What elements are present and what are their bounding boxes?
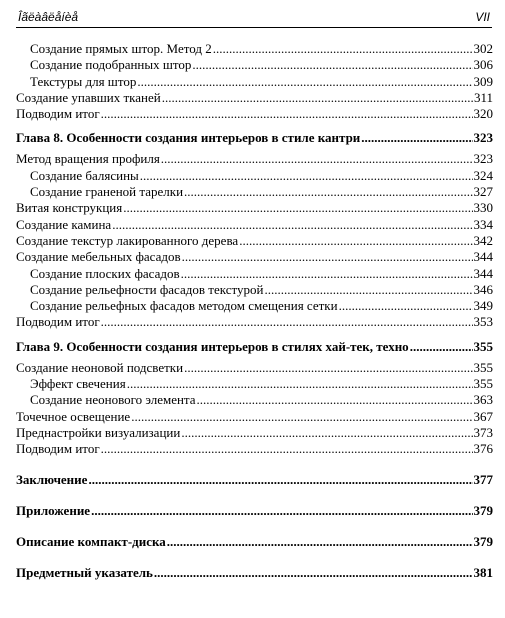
toc-entry[interactable] <box>16 360 493 376</box>
toc-entry-page: 379 <box>473 502 493 518</box>
toc-entry[interactable] <box>16 217 493 233</box>
toc-entry-page: 327 <box>473 184 493 200</box>
toc-entry-page: 355 <box>473 376 493 392</box>
toc-entry-title: Создание текстур лакированного дерева <box>16 232 239 248</box>
toc-entry-title: Создание граненой тарелки <box>30 184 184 200</box>
toc-entry-title: Подводим итог <box>16 106 100 122</box>
dot-leader <box>91 501 472 520</box>
dot-leader <box>101 314 473 330</box>
toc-entry-page: 344 <box>473 265 493 281</box>
dot-leader <box>361 128 472 147</box>
dot-leader <box>101 106 473 122</box>
toc-subentry[interactable] <box>16 74 493 90</box>
toc-entry-page: 330 <box>473 200 493 216</box>
toc-entry-page: 355 <box>473 338 493 354</box>
dot-leader <box>213 41 473 57</box>
dot-leader <box>339 298 473 314</box>
toc-entry-title: Предметный указатель <box>16 564 153 580</box>
dot-leader <box>154 563 473 582</box>
toc-entry-title: Создание камина <box>16 216 112 232</box>
toc-entry-title: Точечное освещение <box>16 408 131 424</box>
toc-entry-page: 355 <box>473 359 493 375</box>
toc-entry-page: 334 <box>473 216 493 232</box>
toc-entry-title: Витая конструкция <box>16 200 123 216</box>
toc-subentry[interactable] <box>16 168 493 184</box>
dot-leader <box>184 360 472 376</box>
dot-leader <box>101 441 473 457</box>
toc-entry-title: Создание мебельных фасадов <box>16 249 181 265</box>
toc-entry-title: Преднастройки визуализации <box>16 424 181 440</box>
toc-entry-page: 376 <box>473 441 493 457</box>
toc-entry-page: 367 <box>473 408 493 424</box>
chapter-heading[interactable] <box>16 128 493 147</box>
toc-entry-title: Метод вращения профиля <box>16 151 160 167</box>
toc-entry-page: 324 <box>473 167 493 183</box>
toc-entry-title: Эффект свечения <box>30 376 126 392</box>
toc-entry-page: 349 <box>473 298 493 314</box>
dot-leader <box>161 151 473 167</box>
dot-leader <box>127 376 473 392</box>
dot-leader <box>112 217 472 233</box>
dot-leader <box>131 409 472 425</box>
table-of-contents <box>16 41 493 582</box>
toc-entry-title: Создание балясины <box>30 167 139 183</box>
toc-entry-title: Создание прямых штор. Метод 2 <box>30 41 212 56</box>
dot-leader <box>88 470 472 489</box>
toc-entry-page: 311 <box>473 89 493 105</box>
toc-entry-page: 309 <box>473 73 493 89</box>
toc-subentry[interactable] <box>16 282 493 298</box>
toc-entry-page: 302 <box>473 41 493 56</box>
dot-leader <box>264 282 472 298</box>
toc-entry-page: 320 <box>473 106 493 122</box>
dot-leader <box>184 184 472 200</box>
toc-entry-title: Глава 8. Особенности создания интерьеров в стиле кантри <box>16 130 361 146</box>
page-number: VII <box>475 10 490 24</box>
toc-entry-page: 342 <box>473 232 493 248</box>
toc-entry-title: Описание компакт-диска <box>16 533 166 549</box>
toc-entry[interactable] <box>16 314 493 330</box>
back-matter-entry[interactable] <box>16 563 493 582</box>
toc-entry-title: Создание рельефных фасадов методом смещения сетки <box>30 298 338 314</box>
toc-entry[interactable] <box>16 249 493 265</box>
toc-entry[interactable] <box>16 200 493 216</box>
toc-entry-page: 346 <box>473 281 493 297</box>
toc-entry[interactable] <box>16 441 493 457</box>
dot-leader <box>181 425 472 441</box>
toc-entry-title: Глава 9. Особенности создания интерьеров в стилях хай-тек, техно <box>16 338 409 354</box>
toc-entry[interactable] <box>16 151 493 167</box>
running-header <box>16 7 492 28</box>
dot-leader <box>182 249 473 265</box>
toc-entry-page: 353 <box>473 314 493 330</box>
toc-entry[interactable] <box>16 233 493 249</box>
toc-subentry[interactable] <box>16 184 493 200</box>
chapter-heading[interactable] <box>16 337 493 356</box>
toc-subentry[interactable] <box>16 41 493 57</box>
toc-entry[interactable] <box>16 425 493 441</box>
toc-entry-title: Создание неоновой подсветки <box>16 359 184 375</box>
dot-leader <box>137 74 472 90</box>
toc-entry-title: Подводим итог <box>16 314 100 330</box>
dot-leader <box>192 57 472 73</box>
toc-subentry[interactable] <box>16 392 493 408</box>
back-matter-entry[interactable] <box>16 532 493 551</box>
toc-entry-page: 381 <box>473 564 493 580</box>
toc-entry-page: 323 <box>473 151 493 167</box>
toc-entry-page: 306 <box>473 57 493 73</box>
toc-entry[interactable] <box>16 90 493 106</box>
dot-leader <box>123 200 472 216</box>
dot-leader <box>162 90 473 106</box>
toc-subentry[interactable] <box>16 298 493 314</box>
toc-subentry[interactable] <box>16 376 493 392</box>
toc-entry-title: Создание неонового элемента <box>30 392 196 408</box>
toc-entry-page: 373 <box>473 424 493 440</box>
dot-leader <box>140 168 473 184</box>
toc-entry-page: 344 <box>473 249 493 265</box>
toc-entry-title: Создание упавших тканей <box>16 89 161 105</box>
dot-leader <box>239 233 472 249</box>
dot-leader <box>410 337 473 356</box>
toc-entry-title: Создание подобранных штор <box>30 57 192 73</box>
toc-entry-page: 379 <box>473 533 493 549</box>
toc-entry-title: Подводим итог <box>16 441 100 457</box>
toc-entry-title: Создание плоских фасадов <box>30 265 180 281</box>
toc-entry[interactable] <box>16 106 493 122</box>
dot-leader <box>167 532 473 551</box>
toc-entry-title: Заключение <box>16 471 88 487</box>
running-title: Îãëàâëåíèå <box>18 10 79 24</box>
toc-entry-title: Приложение <box>16 502 91 518</box>
toc-subentry[interactable] <box>16 57 493 73</box>
toc-entry[interactable] <box>16 409 493 425</box>
toc-entry-page: 363 <box>473 392 493 408</box>
dot-leader <box>197 392 473 408</box>
toc-subentry[interactable] <box>16 266 493 282</box>
back-matter-entry[interactable] <box>16 470 493 489</box>
toc-entry-page: 323 <box>473 130 493 146</box>
back-matter-entry[interactable] <box>16 501 493 520</box>
toc-entry-title: Текстуры для штор <box>30 73 137 89</box>
toc-entry-page: 377 <box>473 471 493 487</box>
dot-leader <box>181 266 473 282</box>
toc-entry-title: Создание рельефности фасадов текстурой <box>30 281 264 297</box>
